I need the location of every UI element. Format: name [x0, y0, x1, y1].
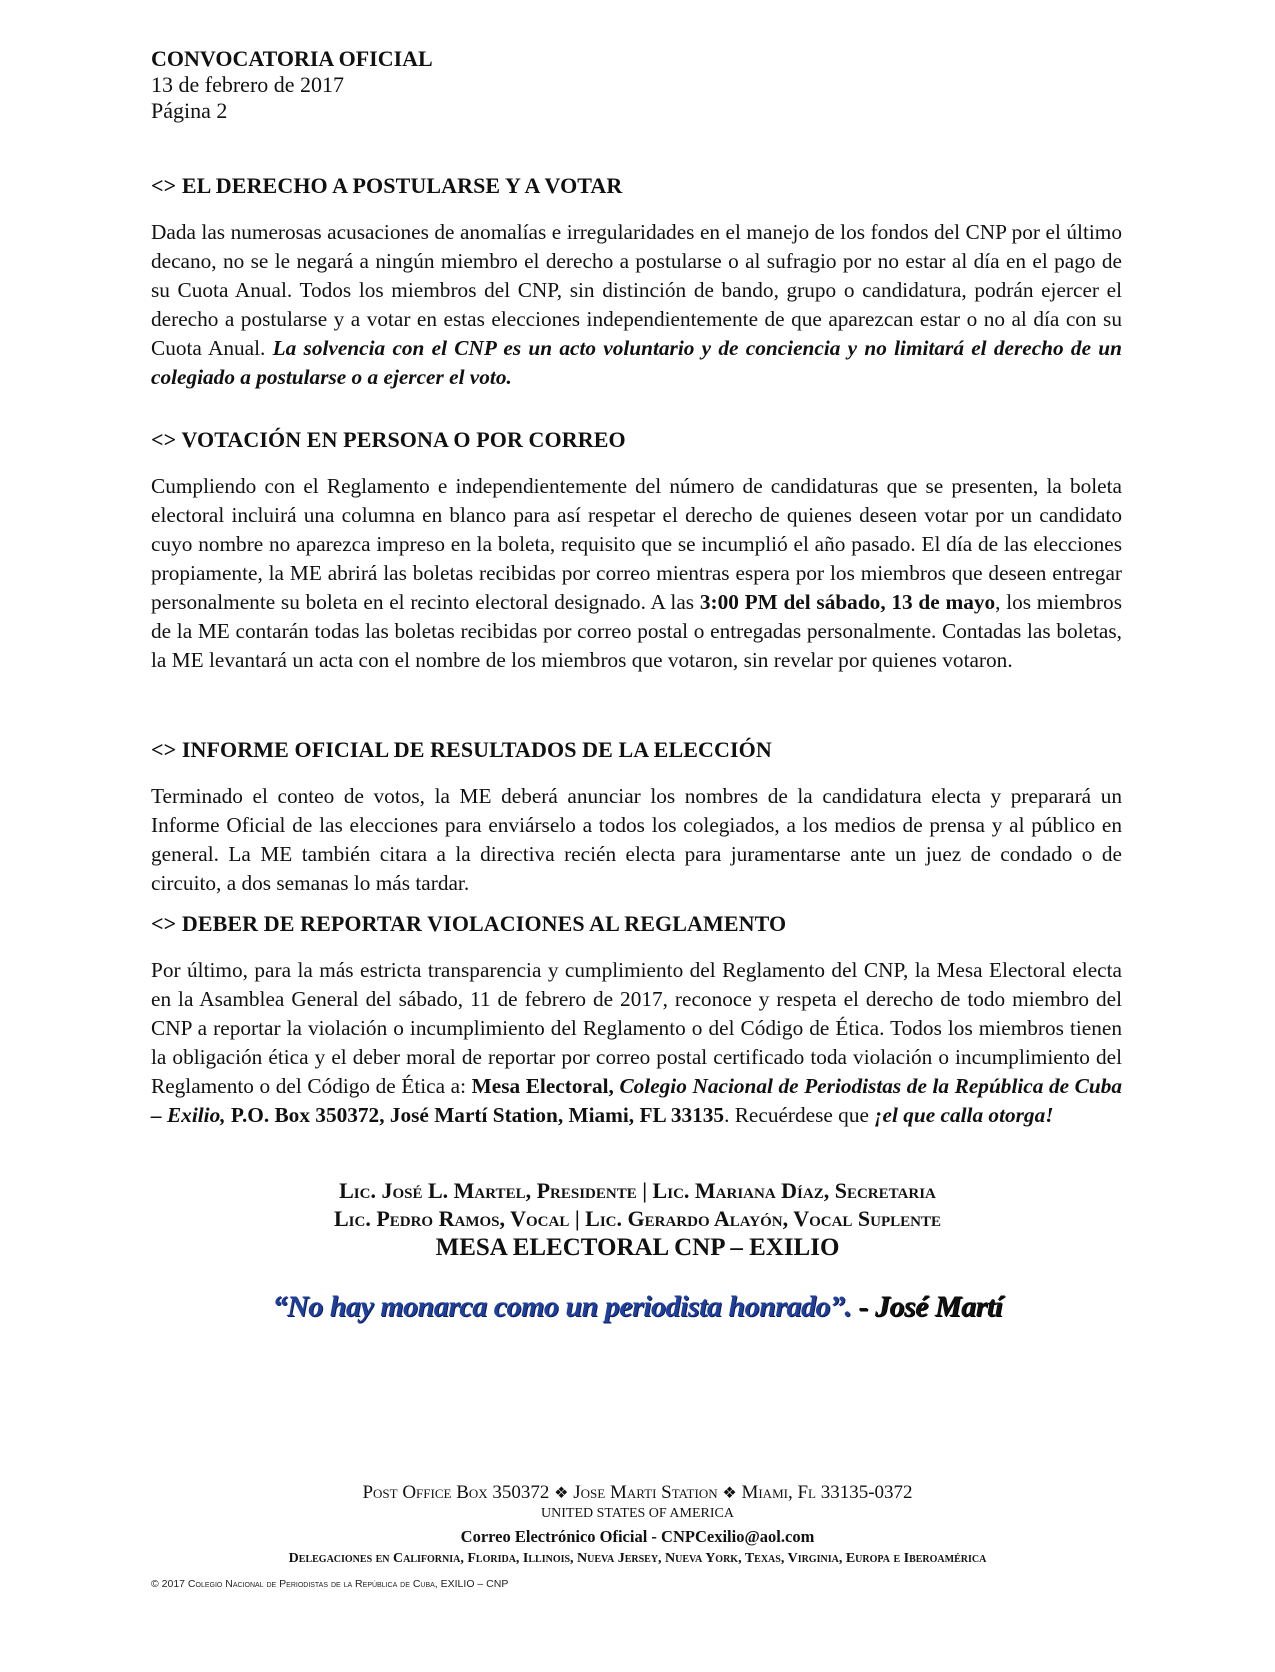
- section-votacion: [151, 426, 1122, 675]
- footer-po-box: Post Office Box 350372: [362, 1482, 550, 1503]
- section-deber-reportar: [151, 910, 1122, 1130]
- paragraph-text-after: , los miembros de la ME contarán todas las boletas recibidas por correo postal o entregadas personalmente. Contadas las boletas, la ME levantará un acta con el nombre de los miembros que votaron, sin revelar por quienes votaron.: [151, 590, 1122, 672]
- section-heading: <> EL DERECHO A POSTULARSE Y A VOTAR: [151, 173, 623, 198]
- section-paragraph: [151, 472, 1122, 675]
- paragraph-text: Dada las numerosas acusaciones de anomalías e irregularidades en el manejo de los fondos del CNP por el último decano, no se le negará a ningún miembro el derecho a postularse o al sufragio por no estar al día en el pago de su Cuota Anual. Todos los miembros del CNP, sin distinción de bando, grupo o candidatura, podrán ejercer el derecho a postularse y a votar en estas elecciones independientemente de que aparezcan estar o no al día con su Cuota Anual.: [151, 220, 1122, 360]
- section-heading: <> VOTACIÓN EN PERSONA O POR CORREO: [151, 427, 626, 452]
- closing-phrase: ¡el que calla otorga!: [874, 1103, 1054, 1127]
- address-recipient: Mesa Electoral,: [471, 1074, 614, 1098]
- document-date: 13 de febrero de 2017: [151, 72, 345, 97]
- section-derecho-postularse: [151, 172, 1122, 392]
- paragraph-text: Cumpliendo con el Reglamento e independientemente del número de candidaturas que se presenten, la boleta electoral incluirá una columna en blanco para así respetar el derecho de quienes deseen votar por un candidato cuyo nombre no aparezca impreso en la boleta, requisito que se incumplió el año pasado. El día de las elecciones propiamente, la ME abrirá las boletas recibidas por correo mientras espera por los miembros que deseen entregar personalmente su boleta en el recinto electoral designado. A las: [151, 474, 1122, 614]
- footer-station: Jose Marti Station: [573, 1482, 718, 1503]
- quote-author: - José Martí: [858, 1290, 1003, 1323]
- footer-address: [0, 1482, 1275, 1504]
- mesa-electoral-title: MESA ELECTORAL CNP – EXILIO: [435, 1234, 840, 1261]
- footer-delegations: Delegaciones en California, Florida, Illinois, Nueva Jersey, Nueva York, Texas, Virginia, Europa e Iberoamérica: [288, 1551, 987, 1566]
- address-postal: P.O. Box 350372, José Martí Station, Miami, FL 33135: [230, 1103, 725, 1127]
- diamond-separator-icon: ❖: [554, 1485, 569, 1502]
- document-header: [151, 46, 433, 124]
- marti-quote: [0, 1290, 1275, 1324]
- footer-country: UNITED STATES OF AMERICA: [541, 1506, 734, 1521]
- election-datetime: 3:00 PM del sábado, 13 de mayo: [699, 590, 996, 614]
- signature-line-1: Lic. José L. Martel, Presidente | Lic. Mariana Díaz, Secretaria: [339, 1178, 936, 1203]
- paragraph-text: Por último, para la más estricta transparencia y cumplimiento del Reglamento del CNP, la Mesa Electoral electa en la Asamblea General del sábado, 11 de febrero de 2017, reconoce y respeta el derecho de todo miembro del CNP a reportar la violación o incumplimiento del Reglamento o del Código de Ética. Todos los miembros tienen la obligación ética y el deber moral de reportar por correo postal certificado toda violación o incumplimiento del Reglamento o del Código de Ética a:: [151, 958, 1122, 1098]
- section-paragraph: Terminado el conteo de votos, la ME deberá anunciar los nombres de la candidatura electa y preparará un Informe Oficial de las elecciones para enviárselo a todos los colegiados, a los medios de prensa y al público en general. La ME también citara a la directiva recién electa para juramentarse ante un juez de condado o de circuito, a dos semanas lo más tardar.: [151, 784, 1122, 895]
- footer-email: Correo Electrónico Oficial - CNPCexilio@aol.com: [460, 1527, 815, 1546]
- quote-text: “No hay monarca como un periodista honrado”.: [272, 1290, 852, 1323]
- document-title: CONVOCATORIA OFICIAL: [151, 46, 433, 71]
- paragraph-tail: . Recuérdese que: [724, 1103, 869, 1127]
- paragraph-emphasis: La solvencia con el CNP es un acto voluntario y de conciencia y no limitará el derecho de un colegiado a postularse o a ejercer el voto.: [151, 336, 1122, 389]
- section-paragraph: [151, 218, 1122, 392]
- page-number: Página 2: [151, 98, 228, 123]
- footer-copyright: © 2017 Colegio Nacional de Periodistas de la República de Cuba, EXILIO – CNP: [151, 1578, 509, 1590]
- address-organization: Colegio Nacional de Periodistas de la República de Cuba – Exilio,: [151, 1074, 1123, 1127]
- footer-city: Miami, Fl 33135-0372: [741, 1482, 913, 1503]
- signature-line-2: Lic. Pedro Ramos, Vocal | Lic. Gerardo Alayón, Vocal Suplente: [333, 1206, 941, 1231]
- section-informe-oficial: [151, 736, 1122, 898]
- diamond-separator-icon: ❖: [722, 1485, 737, 1502]
- section-heading: <> INFORME OFICIAL DE RESULTADOS DE LA ELECCIÓN: [151, 737, 772, 762]
- section-paragraph: [151, 956, 1122, 1130]
- section-heading: <> DEBER DE REPORTAR VIOLACIONES AL REGLAMENTO: [151, 911, 787, 936]
